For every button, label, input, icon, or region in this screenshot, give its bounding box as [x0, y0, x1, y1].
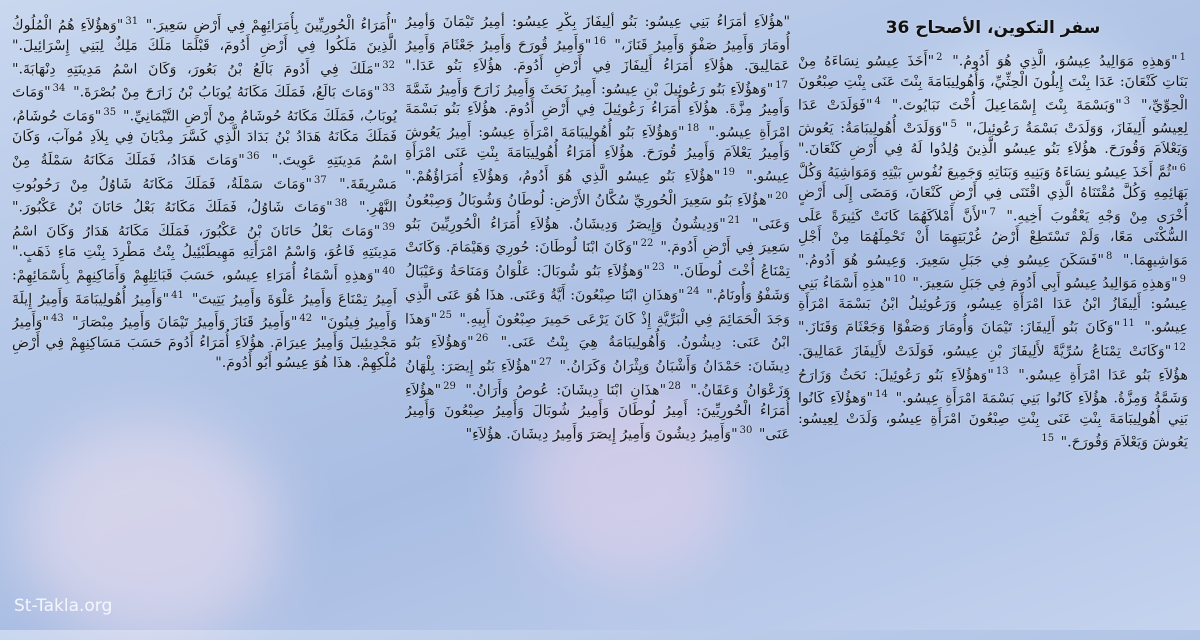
verse-number: 25	[439, 309, 452, 321]
verse-number: 29	[443, 380, 456, 392]
verse-text: "وَمَاتَ بَعْلُ حَانَانَ بْنُ عَكْبُورَ، فَمَلَكَ مَكَانَهُ هَدَارُ وَكَانَ اسْمُ مَدِينَتِهِ فَاعُوَ، وَاسْمُ امْرَأَتِهِ مَهِيطَبْئِيلُ بِنْتُ مَطْرِدَ بِنْتِ مَاءِ ذَهَبٍ."	[12, 223, 397, 260]
verse-text: "هؤُلاَءِ أُمَرَاءُ بَنِي عِيسُو: بَنُو أَلِيفَازَ بِكْرِ عِيسُو: أَمِيرُ تَيْمَانَ وَأَمِيرُ أُومَارَ وَأَمِيرُ صَفْوَ وَأَمِيرُ قَنَازَ،"	[405, 14, 790, 54]
verse-text: "وَأَمِيرُ قَنَازَ وَأَمِيرُ تَيْمَانَ وَأَمِيرُ مِبْصَارَ"	[65, 315, 298, 332]
verse-number: 21	[727, 214, 741, 226]
verse-number: 15	[1041, 433, 1055, 445]
chapter-title: سفر التكوين، الأصحاح 36	[885, 18, 1101, 38]
verse-number: 4	[874, 95, 881, 107]
verse-number: 8	[1105, 250, 1113, 262]
verse-number: 23	[652, 262, 665, 274]
verse-number: 34	[52, 83, 66, 95]
verse-text: "وَهؤُلاَءِ بَنُو أُهُولِيبَامَةَ امْرَأَةِ عِيسُو: أَمِيرُ يَعُوشَ وَأَمِيرُ يَعْلاَمَ وَأَمِيرُ قُورَحَ. هؤُلاَءِ أُمَرَاءُ أُهُولِيبَامَةَ بِنْتِ عَنَى امْرَأَةِ عِيسُو."	[405, 125, 790, 185]
verse-number: 9	[1179, 274, 1186, 286]
verse-number: 1	[1179, 52, 1186, 63]
verse-text: "وَهذَا ابْنُ عَنَى: دِيشُونُ. وَأُهُولِيبَامَةُ هِيَ بِنْتُ عَنَى."	[405, 311, 790, 352]
verse-number: 24	[686, 285, 700, 297]
column-body	[798, 48, 1188, 453]
verse-number: 6	[1179, 163, 1186, 175]
verse-text: "وَهذِهِ أَسْمَاءُ أُمَرَاءِ عِيسُو، حَسَبَ قَبَائِلِهِمْ وَأَمَاكِنِهِمْ بِأَسْمَائِهِمْ: أَمِيرُ تِمْنَاعَ وَأَمِيرُ عَلْوَةَ وَأَمِيرُ يَتِيتَ"	[12, 267, 397, 308]
verse-text: "ثُمَّ أَخَذَ عِيسُو نِسَاءَهُ وَبَنِيهِ وَبَنَاتِهِ وَجَمِيعَ نُفُوسِ بَيْتِهِ وَمَوَاشِيَهُ وَكُلَّ بَهَائِمِهِ وَكُلَّ مُقْتَنَاهُ الَّذِي اقْتَنَى فِي أَرْضِ كَنْعَانَ، وَمَضَى إِلَى أَرْضٍ أُخْرَى مِنْ وَجْهِ يَعْقُوبَ أَخِيهِ."	[798, 164, 1188, 225]
verse-number: 35	[103, 107, 117, 119]
verse-text: "هذِهِ أَسْمَاءُ بَنِي عِيسُو: أَلِيفَازُ ابْنُ عَدَا امْرَأَةِ عِيسُو، وَرَعُوئِيلُ ابْنُ بَسْمَةَ امْرَأَةِ عِيسُو."	[798, 276, 1188, 336]
site-watermark: St-Takla.org	[14, 596, 113, 616]
verse-number: 14	[875, 389, 888, 401]
verse-number: 16	[593, 36, 607, 47]
verse-number: 42	[299, 313, 313, 325]
verse-number: 18	[686, 123, 700, 135]
verse-number: 5	[950, 119, 957, 131]
verse-text: "وَأَمِيرُ دِيشُونَ وَأَمِيرُ إِيصَرَ وَأَمِيرُ دِيشَانَ. هؤُلاَءِ"	[465, 426, 738, 443]
column-body	[405, 12, 790, 444]
text-column-middle	[405, 12, 790, 600]
verse-text: "وَبَسْمَةَ بِنْتَ إِسْمَاعِيلَ أُخْتَ نَبَايُوتَ."	[882, 97, 1122, 114]
verse-number: 19	[722, 167, 736, 179]
verse-number: 13	[995, 365, 1009, 377]
verse-text: "وَكَانَ ابْنَا لُوطَانَ: حُورِيَ وَهَيْمَامَ. وَكَانَتْ تِمْنَاعُ أُخْتَ لُوطَانَ."	[405, 240, 790, 280]
verse-number: 7	[989, 206, 996, 218]
verse-number: 12	[1173, 341, 1186, 353]
verse-text: "وَأَمِيرُ مَجْدِيئِيلَ وَأَمِيرُ عِيرَامَ. هؤُلاَءِ أُمَرَاءُ أَدُومَ حَسَبَ مَسَاكِنِهِمْ فِي أَرْضِ مُلْكِهِمْ. هذَا هُوَ عِيسُو أَبُو أَدُومَ."	[12, 315, 397, 372]
verse-text: "وَهذِهِ مَوَالِيدُ عِيسُو أَبِي أَدُومَ فِي جَبَلِ سَعِيرَ."	[907, 276, 1178, 293]
verse-text: "وَهؤُلاَءِ بَنُو رَعُوئِيلَ: نَحَثُ وَزَارَحُ وَشَمَّةُ وَمِزَّةُ. هؤُلاَءِ كَانُوا بَنِي بَسْمَةَ امْرَأَةِ عِيسُو."	[798, 367, 1188, 408]
verse-number: 28	[668, 380, 681, 392]
verse-number: 33	[382, 83, 395, 95]
verse-text: "وَمَاتَ هَدَادُ، فَمَلَكَ مَكَانَهُ سَمْلَةُ مِنْ مَسْرِيقَةَ."	[12, 152, 397, 193]
verse-number: 39	[382, 222, 395, 234]
verse-text: "وَمَاتَ يُوبَابُ، فَمَلَكَ مَكَانَهُ حُوشَامُ مِنْ أَرْضِ التَّيْمَانِيِّ."	[12, 85, 397, 125]
verse-text: "وَدِيشُونُ وَإِيصَرُ وَدِيشَانُ. هؤُلاَءِ أُمَرَاءُ الْحُورِيِّينَ بَنُو سَعِيرَ فِي أَرْضِ أَدُومَ."	[405, 216, 790, 257]
text-column-left	[12, 12, 397, 600]
verse-number: 3	[1123, 95, 1131, 107]
verse-text: "وَهؤُلاَءِ بَنُو رَعُوئِيلَ بْنِ عِيسُو: أَمِيرُ نَحَثَ وَأَمِيرُ زَارَحَ وَأَمِيرُ شَمَّةَ وَأَمِيرُ مِزَّةَ. هؤُلاَءِ أُمَرَاءُ رَعُوئِيلَ فِي أَرْضِ أَدُومَ. هؤُلاَءِ بَنُو بَسْمَةَ امْرَأَةِ عِيسُو."	[405, 81, 790, 142]
verse-text: "هؤُلاَءِ بَنُو إِيصَرَ: بِلْهَانُ وَزَعْوَانُ وَعَقَانُ."	[405, 358, 790, 399]
verse-text: "هؤُلاَءِ بَنُو عِيسُو الَّذِي هُوَ أَدُومُ، وَهؤُلاَءِ أُمَرَاؤُهُمْ."	[405, 168, 721, 185]
verse-number: 36	[246, 150, 260, 162]
verse-number: 41	[171, 289, 184, 301]
verse-text: "وَأَمِيرُ قُورَحَ وَأَمِيرُ جَعْثَامَ وَأَمِيرُ عَمَالِيقَ. هؤُلاَءِ أُمَرَاءُ أَلِيفَازَ فِي أَرْضِ أَدُومَ. هؤُلاَءِ بَنُو عَدَا."	[405, 37, 790, 74]
verse-number: 2	[936, 52, 943, 63]
verse-text: "وَهؤُلاَءِ كَانُوا بَنِي أُهُولِيبَامَةَ بِنْتِ عَنَى بِنْتِ صِبْعُونَ امْرَأَةِ عِيسُو، وَلَدَتْ لِعِيسُو: يَعُوشَ وَيَعْلاَمَ وَقُورَحَ."	[798, 391, 1188, 451]
verse-text: "وَمَاتَ حُوشَامُ، فَمَلَكَ مَكَانَهُ هَدَادُ بْنُ بَدَادَ الَّذِي كَسَّرَ مِدْيَانَ فِي بِلاَدِ مُوآبَ، وَكَانَ اسْمُ مَدِينَتِهِ عَوِيتَ."	[12, 108, 397, 169]
verse-number: 11	[1122, 318, 1135, 330]
verse-text: "وَهؤُلاَءِ بَنُو دِيشَانَ: حَمْدَانُ وَأَشْبَانُ وَيِثْرَانُ وَكَرَانُ."	[405, 335, 790, 375]
verse-number: 20	[775, 190, 788, 202]
verse-text: "وَهؤُلاَءِ هُمُ الْمُلُوكُ الَّذِينَ مَلَكُوا فِي أَرْضِ أَدُومَ، قَبْلَمَا مَلَكَ مَلِكٌ لِبَنِي إِسْرَائِيلَ."	[12, 17, 397, 54]
verse-text: "وَمَاتَ بَالَعُ، فَمَلَكَ مَكَانَهُ يُوبَابُ بْنُ زَارَحَ مِنْ بُصْرَةَ."	[67, 85, 381, 102]
verse-text: "أُمَرَاءُ الْحُورِيِّينَ بِأُمَرَائِهِمْ فِي أَرْضِ سَعِيرَ."	[140, 17, 397, 34]
verse-number: 17	[775, 79, 788, 91]
verse-text: "هذَانِ ابْنَا دِيشَانَ: عُوصُ وَأَرَانُ."	[457, 382, 667, 399]
verse-text: "هؤُلاَءِ بَنُو سَعِيرَ الْحُورِيِّ سُكَّانُ الأَرْضِ: لُوطَانُ وَشُوبَالُ وَصِبْعُونُ وَعَنَى"	[405, 192, 790, 233]
verse-number: 32	[382, 59, 395, 71]
column-body	[12, 12, 397, 373]
verse-text: "وَأَمِيرُ أُهُولِيبَامَةَ وَأَمِيرُ إِيلَةَ وَأَمِيرُ فِينُونَ"	[12, 291, 397, 332]
verse-number: 30	[739, 424, 753, 436]
verse-text: "وَهذَانِ ابْنَا صِبْعُونَ: أَيَّةُ وَعَنَى. هذَا هُوَ عَنَى الَّذِي وَجَدَ الْحَمَائِمَ فِي الْبَرِّيَّةِ إِذْ كَانَ يَرْعَى حَمِيرَ صِبْعُونَ أَبِيهِ."	[405, 287, 790, 328]
verse-number: 31	[125, 16, 139, 27]
verse-number: 38	[334, 198, 348, 210]
verse-text: "أَخَذَ عِيسُو نِسَاءَهُ مِنْ بَنَاتِ كَنْعَانَ: عَدَا بِنْتَ إِيلُونَ الْحِثِّيِّ، وَأُهُولِيبَامَةَ بِنْتَ عَنَى بِنْتِ صِبْعُونَ الْحِوِّيِّ،"	[798, 53, 1188, 114]
verse-text: "وَكَانَتْ تِمْنَاعُ سُرِّيَّةً لأَلِيفَازَ بْنِ عِيسُو، فَوَلَدَتْ لأَلِيفَازَ عَمَالِيقَ. هؤُلاَءِ بَنُو عَدَا امْرَأَةِ عِيسُو."	[798, 343, 1188, 384]
verse-number: 27	[538, 357, 552, 369]
verse-text: "وَهذِهِ مَوَالِيدُ عِيسُوَ، الَّذِي هُوَ أَدُومُ."	[944, 53, 1178, 70]
verse-text: "هؤُلاَءِ أُمَرَاءُ الْحُورِيِّينَ: أَمِيرُ لُوطَانَ وَأَمِيرُ شُوبَالَ وَأَمِيرُ صِبْعُونَ وَأَمِيرُ عَنَى"	[405, 382, 790, 443]
verse-number: 22	[640, 238, 654, 250]
verse-number: 26	[475, 333, 489, 345]
text-column-right	[798, 12, 1188, 600]
verse-text: "وَوَلَدَتْ أُهُولِيبَامَةُ: يَعُوشَ وَيَعْلاَمَ وَقُورَحَ. هؤُلاَءِ بَنُو عِيسُو الَّذِينَ وُلِدُوا لَهُ فِي أَرْضِ كَنْعَانَ."	[798, 121, 1188, 158]
verse-text: "لأَنَّ أَمْلاَكَهُمَا كَانَتْ كَثِيرَةً عَلَى السُّكْنَى مَعًا، وَلَمْ تَسْتَطِعْ أَرْضُ غُرْبَتِهِمَا أَنْ تَحْمِلَهُمَا مِنْ أَجْلِ مَوَاشِيهِمَا."	[798, 208, 1188, 269]
verse-number: 40	[382, 265, 395, 277]
verse-text: "وَهؤُلاَءِ بَنُو شُوبَالَ: عَلْوَانُ وَمَنَاحَةُ وَعَيْبَالُ وَشَفْوُ وَأُونَامُ."	[405, 263, 790, 304]
verse-number: 43	[51, 313, 64, 325]
verse-text: "وَمَاتَ سَمْلَةُ، فَمَلَكَ مَكَانَهُ شَاوُلُ مِنْ رَحُوبُوتِ النَّهْرِ."	[12, 176, 397, 217]
verse-text: "فَوَلَدَتْ عَدَا لِعِيسُو أَلِيفَازَ، وَوَلَدَتْ بَسْمَةُ رَعُوئِيلَ،"	[798, 97, 1188, 138]
verse-number: 10	[893, 274, 906, 286]
verse-text: "فَسَكَنَ عِيسُو فِي جَبَلِ سَعِيرَ. وَعِيسُو هُوَ أَدُومُ."	[798, 252, 1104, 269]
verse-number: 37	[314, 174, 327, 186]
verse-text: "وَمَاتَ شَاوُلُ، فَمَلَكَ مَكَانَهُ بَعْلُ حَانَانَ بْنُ عَكْبُورَ."	[12, 200, 333, 217]
verse-text: "وَكَانَ بَنُو أَلِيفَازَ: تَيْمَانَ وَأُومَارَ وَصَفْوًا وَجَعْثَامَ وَقَنَازَ."	[798, 319, 1121, 336]
verse-text: "مَلَكَ فِي أَدُومَ بَالَعُ بْنُ بَعُورَ، وَكَانَ اسْمُ مَدِينَتِهِ دِنْهَابَةَ."	[12, 61, 381, 78]
